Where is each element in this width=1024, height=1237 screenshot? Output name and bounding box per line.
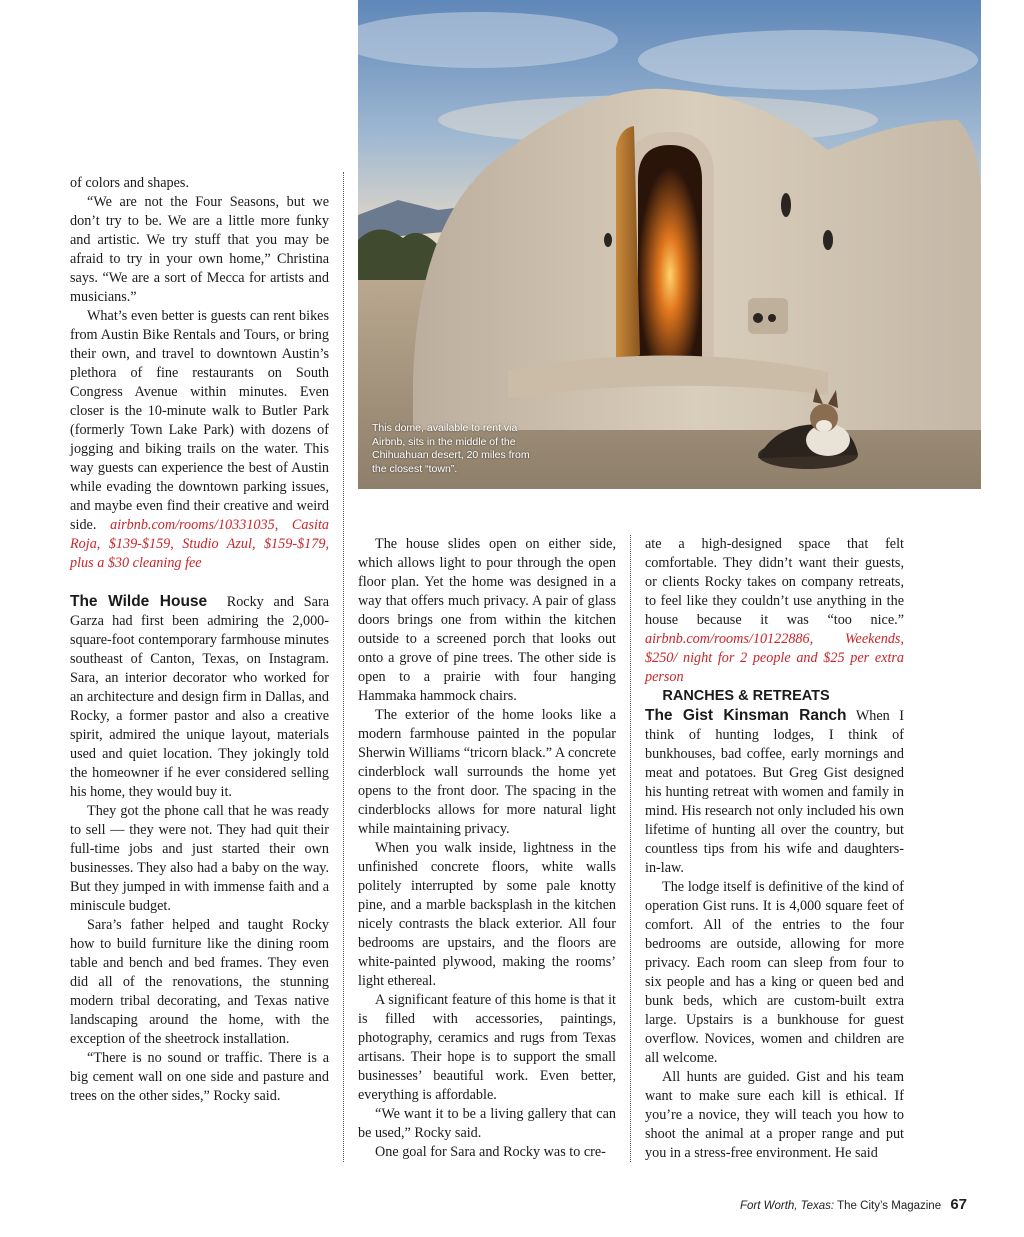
paragraph xyxy=(645,535,904,687)
section-lead-wilde-house: The Wilde House xyxy=(70,593,208,610)
dome-illustration xyxy=(358,0,981,489)
paragraph: “There is no sound or traffic. There is a big cement wall on one side and pasture and trees on the other sides,” Rocky said. xyxy=(70,1050,329,1104)
section-heading-ranches: RANCHES & RETREATS xyxy=(662,688,830,704)
paragraph: Sara’s father helped and taught Rocky how to build furniture like the dining room table and bench and bed frames. They even did all of the renovations, the stunning modern tribal decorating, and Texas native landscaping around the home, with the exception of the sheetrock installation. xyxy=(70,917,329,1047)
paragraph: The exterior of the home looks like a modern farmhouse painted in the popular Sherwin Williams “tricorn black.” A concrete cinderblock wall surrounds the home yet opens to the front door. The spacing in the cinderblocks allows for more natural light while maintaining privacy. xyxy=(358,707,616,837)
airbnb-link-wilde-house[interactable]: airbnb.com/rooms/10122886, Weekends, $250/ night for 2 people and $25 per extra person xyxy=(645,631,904,685)
column-divider xyxy=(630,535,631,1162)
paragraph-text: ate a high-designed space that felt comfortable. They didn’t want their guests, or clients Rocky takes on company retreats, to feel like they couldn’t use anything in the house because it was “too nice.” xyxy=(645,536,904,628)
airbnb-link-casita[interactable]: airbnb.com/rooms/10331035, Casita Roja, $139-$159, Studio Azul, $159-$179, plus a $30 cleaning fee xyxy=(70,517,329,571)
article-column-1 xyxy=(70,174,329,1164)
paragraph xyxy=(645,706,904,878)
doorway xyxy=(638,145,702,362)
paragraph: The house slides open on either side, which allows light to pour through the open floor plan. Yet the home was designed in a way that offers much privacy. A pair of glass doors brings one from within the kitchen outside to a screened porch that looks out onto a grove of pine trees. The other side is open to a prairie with four hanging Hammaka hammock chairs. xyxy=(358,536,616,704)
column-divider xyxy=(343,172,344,1162)
paragraph: All hunts are guided. Gist and his team want to make sure each kill is ethical. If you’re a novice, they will teach you how to shoot the animal at a proper range and put you in a stress-free environment. He said xyxy=(645,1069,904,1161)
article-column-2 xyxy=(358,535,616,1165)
section-lead-gist-ranch: The Gist Kinsman Ranch xyxy=(645,707,847,724)
paragraph: When you walk inside, lightness in the unfinished concrete floors, white walls politely interrupted by some pale knotty pine, and a marble backsplash in the kitchen nicely contrasts the black exterior. All four bedrooms are upstairs, and the floors are white-painted plywood, making the rooms’ light ethereal. xyxy=(358,840,616,989)
photo-caption: This dome, available to rent via Airbnb, sits in the middle of the Chihuahuan desert, 20 miles from the closest “town”. xyxy=(372,422,530,475)
publication-name: Fort Worth, Texas: xyxy=(739,1200,835,1212)
magazine-tagline: The City’s Magazine xyxy=(837,1200,942,1212)
paragraph: “We want it to be a living gallery that can be used,” Rocky said. xyxy=(358,1106,616,1141)
paragraph: They got the phone call that he was ready to sell — they were not. They had quit their full-time jobs and just started their own businesses. They also had a baby on the way. But they jumped in with immense faith and a miniscule budget. xyxy=(70,803,329,914)
paragraph xyxy=(70,592,329,802)
paragraph: “We are not the Four Seasons, but we don’t try to be. We are a little more funky and artistic. We try stuff that you may be afraid to try in your own home,” Christina says. “We are a sort of Mecca for artists and musicians.” xyxy=(70,194,329,305)
paragraph: A significant feature of this home is that it is filled with accessories, paintings, photography, ceramics and rugs from Texas artisans. Their hope is to support the small businesses’ beautiful work. Even better, everything is affordable. xyxy=(358,992,616,1103)
paragraph-text: When I think of hunting lodges, I think of bunkhouses, bad coffee, early mornings and meat and potatoes. But Greg Gist designed his hunting retreat with women and family in mind. His research not only included his own lifetime of hunting all over the country, but countless tips from his wife and daughters-in-law. xyxy=(645,708,904,876)
paragraph: One goal for Sara and Rocky was to cre- xyxy=(375,1144,606,1160)
paragraph: of colors and shapes. xyxy=(70,175,189,191)
paragraph-text: What’s even better is guests can rent bikes from Austin Bike Rentals and Tours, or bring their own, and travel to downtown Austin’s plethora of fine restaurants on South Congress Avenue within minutes. Even closer is the 10-minute walk to Butler Park (formerly Town Lake Park) with dozens of jogging and biking trails on the water. This way guests can experience the best of Austin while evading the downtown parking issues, and maybe even find their creative and weird side. xyxy=(70,308,329,533)
page-number: 67 xyxy=(950,1196,967,1213)
article-column-3 xyxy=(645,535,904,1165)
page-footer xyxy=(740,1196,967,1213)
dome-photo xyxy=(358,0,981,489)
paragraph-text: Rocky and Sara Garza had first been admiring the 2,000-square-foot contemporary farmhouse minutes southeast of Canton, Texas, on Instagram. Sara, an interior decorator who worked for an architecture and design firm in Dallas, and Rocky, a former pastor and also a creative spirit, admired the unique layout, materials used and quiet location. They jokingly told the homeowner if he ever considered selling his home, they would buy it. xyxy=(70,594,330,800)
paragraph: The lodge itself is definitive of the kind of operation Gist runs. It is 4,000 square feet of comfort. All of the entries to the four bedrooms are outside, allowing for more privacy. Each room can sleep from four to six people and has a king or queen bed and bunk beds, which are custom-built extra large. Upstairs is a bunkhouse for guest overflow. Novices, women and children are all welcome. xyxy=(645,879,904,1066)
paragraph xyxy=(70,307,329,573)
